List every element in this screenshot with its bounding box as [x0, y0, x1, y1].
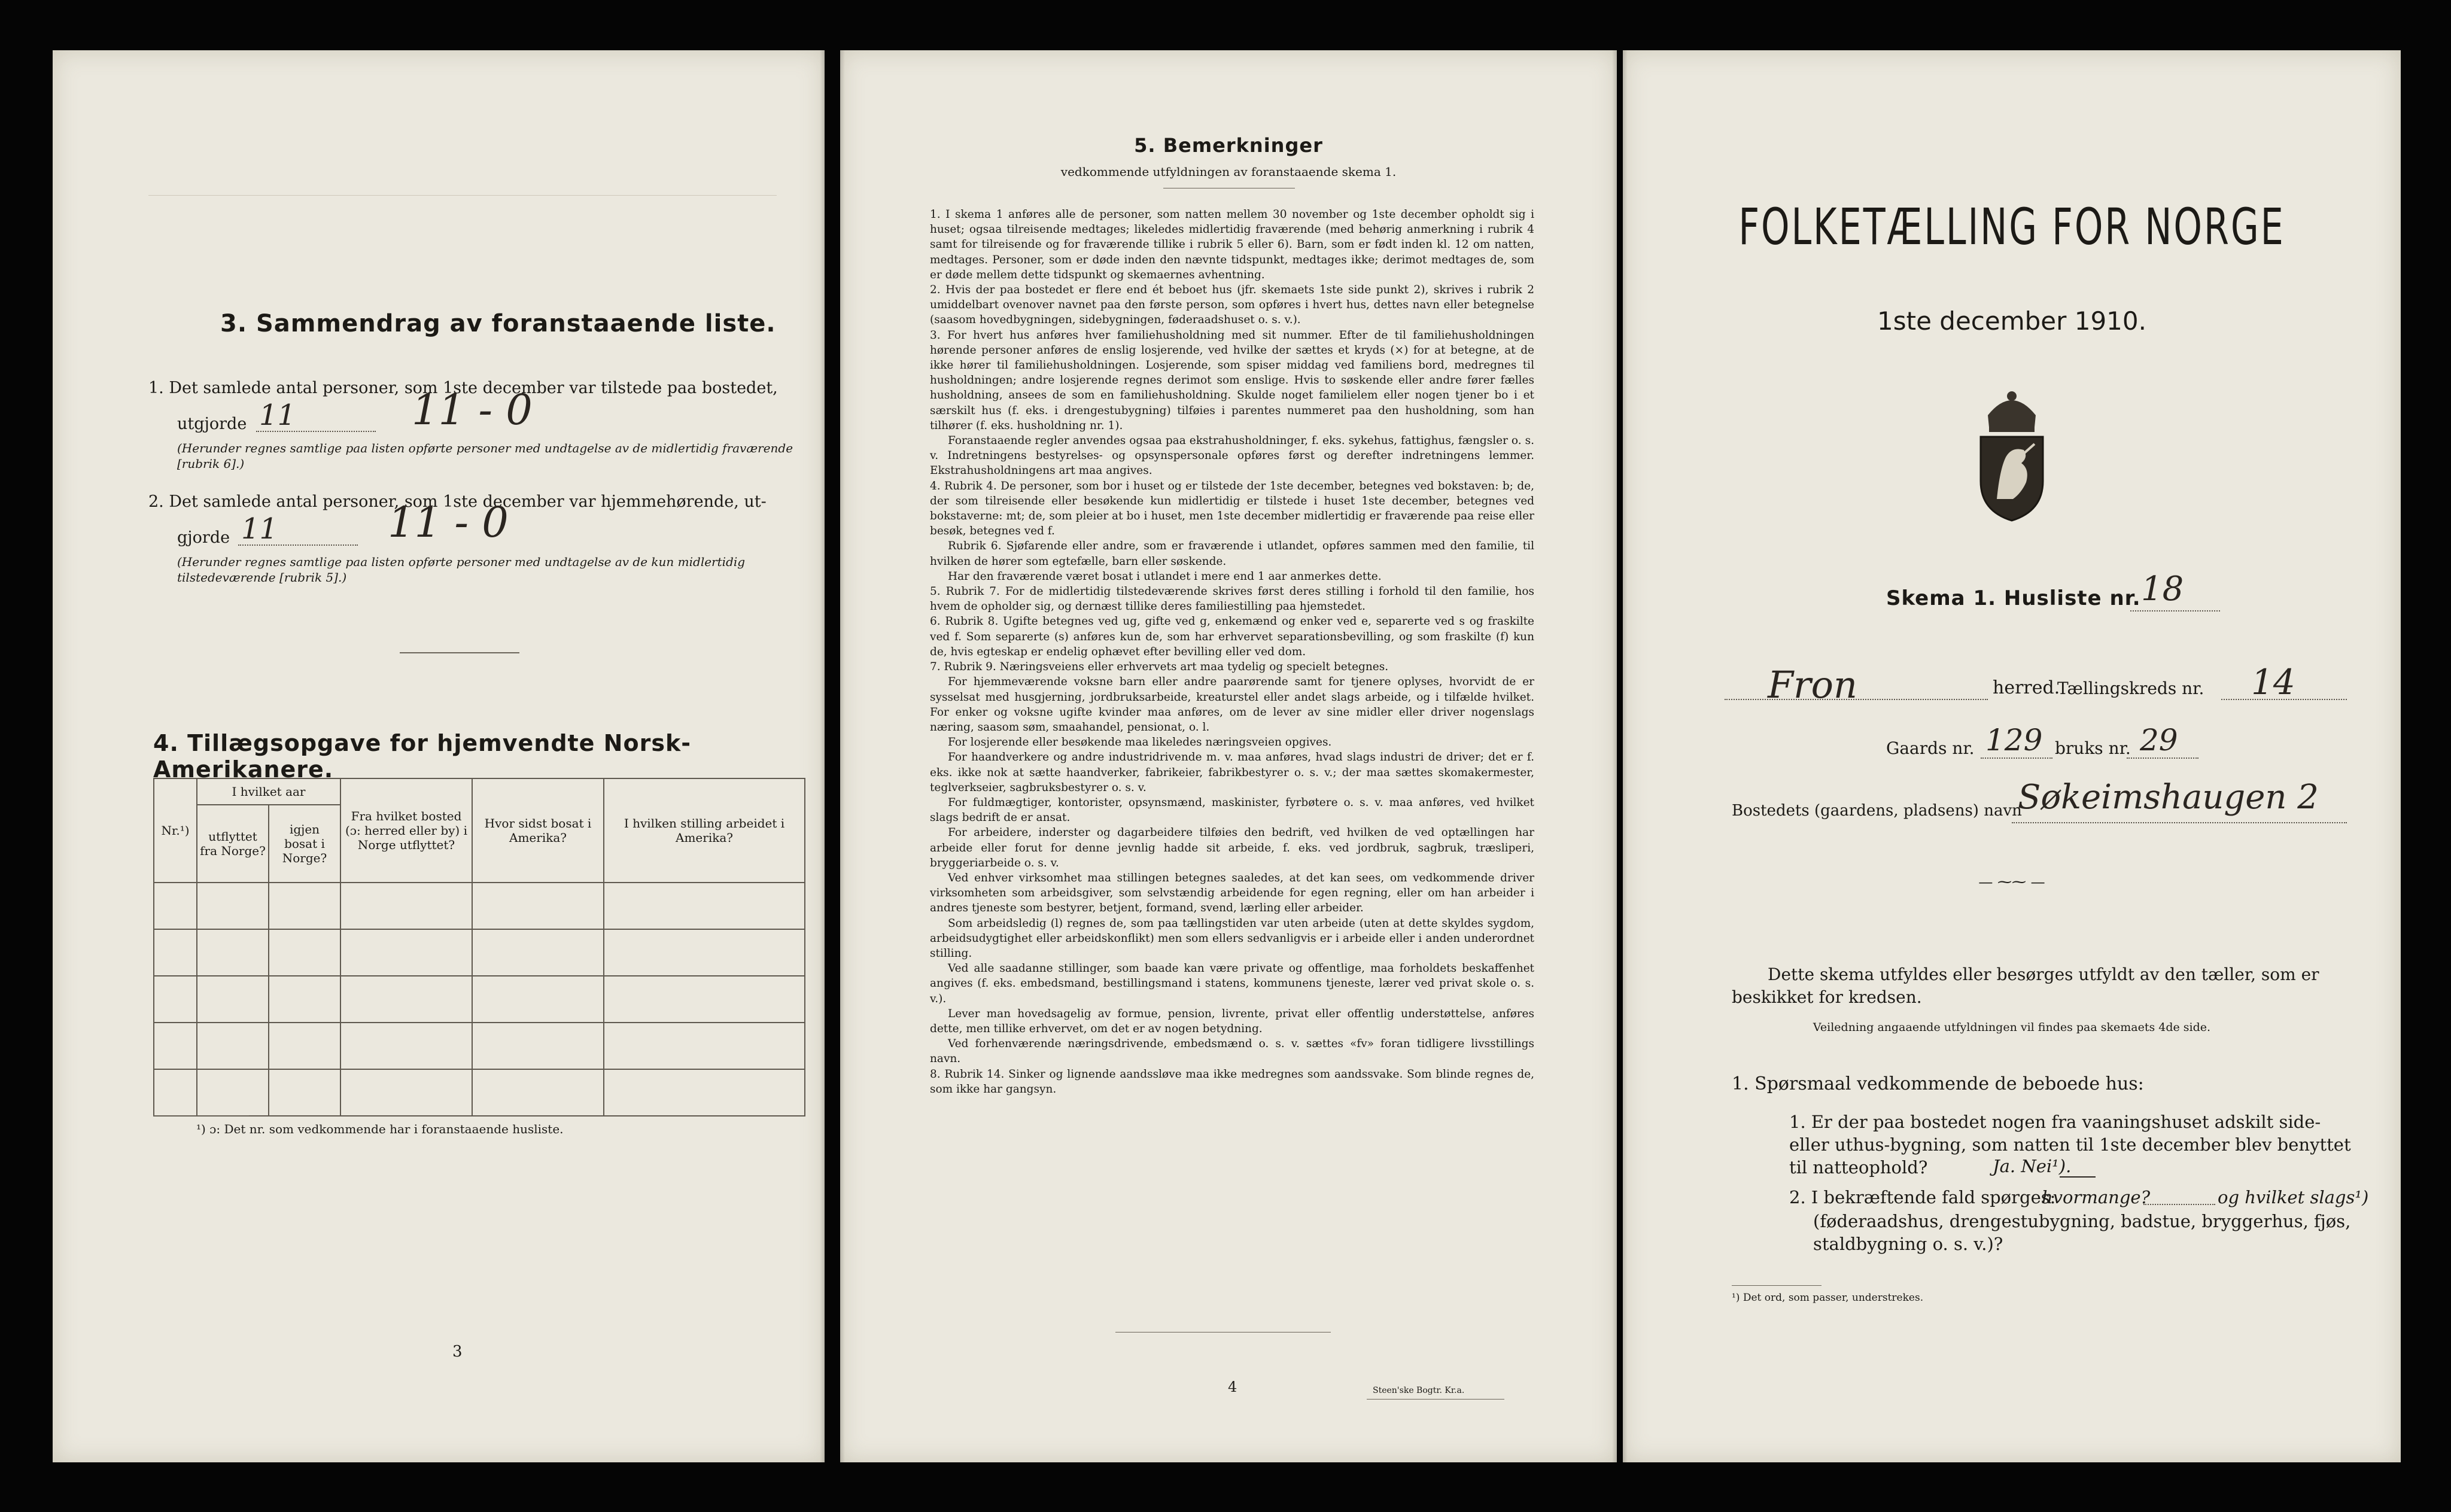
remarks-subtitle: vedkommende utfyldningen av foranstaaende skema 1.: [1060, 165, 1397, 179]
norsk-amerikanere-table: [153, 778, 805, 1116]
q2-italic-b: og hvilket slags¹): [2218, 1187, 2369, 1207]
col-fra-header: Fra hvilket bosted (ɔ: herred eller by) i Norge utflyttet?: [340, 778, 472, 883]
bruks-label: bruks nr.: [2055, 738, 2131, 758]
herred-label: herred.: [1993, 677, 2060, 698]
remark-4c: Har den fraværende været bosat i utlandet i mere end 1 aar anmerkes dette.: [948, 570, 1382, 583]
table-row: [154, 929, 805, 976]
form-title: FOLKETÆLLING FOR NORGE: [1738, 197, 2285, 256]
q1-text: 1. Er der paa bostedet nogen fra vaaningshuset adskilt side- eller uthus-bygning, som natten til 1ste december blev benyttet til natteophold?: [1789, 1112, 2351, 1178]
remark-7d: For haandverkere og andre industridrivende m. v. maa anføres, hvad slags industri de driver; det er f. eks. ikke nok at sætte haandverker, fabrikeier, fabrikbestyrer o. s. v.; der maa sættes skomakermester, teglverkseier, sagbruksbestyrer o. s. v.: [930, 751, 1534, 794]
intro-text: Dette skema utfyldes eller besørges utfyldt av den tæller, som er beskikket for kredsen.: [1732, 965, 2319, 1007]
col-nr-header: Nr.¹): [154, 778, 197, 883]
gaards-label: Gaards nr.: [1886, 738, 1975, 758]
remark-7b: For hjemmeværende voksne barn eller andre paarørende samt for tjenere oplyses, hvorvidt de er sysselsat med husgjerning, jordbruksarbeide, kreaturstel eller andet slags arbeide, og i tilfælde hvilket. For enker og voksne ugifte kvinder maa anføres, om de lever av sine midler eller driver nogenslags næring, saasom søm, smaahandel, pensionat, o. l.: [930, 676, 1534, 734]
item1-note: (Herunder regnes samtlige paa listen opførte personer med undtagelse av de midlertidig fraværende [rubrik 6].): [177, 441, 793, 471]
remark-7e: For fuldmægtiger, kontorister, opsynsmænd, maskinister, fyrbøtere o. s. v. maa anføres, ved hvilket slags bedrift de er ansat.: [930, 796, 1534, 825]
q2-text-b: (føderaadshus, drengestubygning, badstue, bryggerhus, fjøs, staldbygning o. s. v.)?: [1813, 1211, 2351, 1254]
remark-2: 2. Hvis der paa bostedet er flere end ét beboet hus (jfr. skemaets 1ste side punkt 2), skrives i rubrik 2 umiddelbart ovenover navnet paa den første person, som opføres i hvert hus, dettes navn eller betegnelse (saasom hovedbygningen, sidebygningen, føderaadshuset o. s. v.).: [930, 284, 1534, 327]
col-utflyttet-header: utflyttet fra Norge?: [197, 805, 269, 883]
remark-1: 1. I skema 1 anføres alle de personer, som natten mellem 30 november og 1ste december opholdt sig i huset; ogsaa tilreisende medtages; likeledes midlertidig fraværende (med behørig anmerkning i rubrik 4 samt for tilreisende og for fraværende tillike i rubrik 5 eller 6). Barn, som er født inden kl. 12 om natten, medtages. Personer, som er døde inden den nævnte tidspunkt, medtages ikke; derimot medtages de, som er døde mellem dette tidspunkt og skemaernes avhentning.: [930, 208, 1534, 281]
remark-8: 8. Rubrik 14. Sinker og lignende aandssløve maa ikke medregnes som aandssvake. Som blinde regnes de, som ikke har gangsyn.: [930, 1067, 1534, 1096]
remark-4b: Rubrik 6. Sjøfarende eller andre, som er fraværende i utlandet, opføres sammen med den familie, til hvilken de hører som egtefælle, barn eller søskende.: [930, 540, 1534, 568]
table-row: [154, 1069, 805, 1116]
page-number-3: 3: [452, 1343, 463, 1361]
husliste-nr: 18: [2141, 570, 2184, 609]
remark-7f: For arbeidere, inderster og dagarbeidere tilføies den bedrift, ved hvilken de ved optællingen har arbeide eller forut for denne jevnlig hadde sit arbeide, f. eks. ved jordbruk, sagbruk, træsliperi, bryggeriarbeide o. s. v.: [930, 826, 1534, 869]
q2-text-a: 2. I bekræftende fald spørges:: [1789, 1187, 2056, 1207]
remark-7h: Som arbeidsledig (l) regnes de, som paa tællingstiden var uten arbeide (uten at dette skyldes sygdom, arbeidsudygtighet eller arbeidskonflikt) men som ellers sedvanligvis er i arbeide eller i anden underordnet stilling.: [930, 917, 1534, 960]
remark-7: 7. Rubrik 9. Næringsveiens eller erhvervets art maa tydelig og specielt betegnes.: [930, 661, 1389, 674]
item2-note: (Herunder regnes samtlige paa listen opførte personer med undtagelse av de kun midlertidig tilstedeværende [rubrik 5].): [177, 555, 746, 585]
ornament-divider: — ⁓⁓ —: [1978, 874, 2045, 890]
remarks-title: 5. Bemerkninger: [1134, 134, 1323, 157]
section4-title: 4. Tillægsopgave for hjemvendte Norsk-Amerikanere.: [153, 730, 691, 783]
remark-7k: Ved forhenværende næringsdrivende, embedsmænd o. s. v. sættes «fv» foran tidligere livsstillings navn.: [930, 1038, 1534, 1066]
col-hvor-header: Hvor sidst bosat i Amerika?: [472, 778, 604, 883]
intro-note: Veiledning angaaende utfyldningen vil findes paa skemaets 4de side.: [1813, 1021, 2211, 1034]
kreds-label: Tællingskreds nr.: [2057, 679, 2204, 698]
table-row: [154, 976, 805, 1023]
coat-of-arms-icon: [1964, 379, 2060, 523]
gaards-nr: 129: [1985, 723, 2043, 757]
page-middle: [840, 50, 1617, 1462]
remark-3b: Foranstaaende regler anvendes ogsaa paa ekstrahusholdninger, f. eks. sykehus, fattighus, fængsler o. s. v. Indretningens bestyrelses- og opsynspersonale opføres først og derefter indretningens lemmer. Ekstrahusholdningens art maa angives.: [930, 434, 1534, 477]
section4-footnote: ¹) ɔ: Det nr. som vedkommende har i foranstaaende husliste.: [196, 1122, 564, 1136]
remark-7g: Ved enhver virksomhet maa stillingen betegnes saaledes, at det kan sees, om vedkommende driver virksomheten som arbeidsgiver, som selvstændig arbeidende for egen regning, eller om han arbeider i andres tjeneste som bestyrer, betjent, formand, svend, lærling eller arbeider.: [930, 871, 1534, 915]
table-row: [154, 1023, 805, 1069]
remark-5: 5. Rubrik 7. For de midlertidig tilstedeværende skrives først deres stilling i forhold til den familie, hos hvem de opholder sig, og dernæst tillike deres familiestilling paa hjemstedet.: [930, 585, 1534, 613]
item1-label: utgjorde: [177, 415, 247, 433]
q1-title: 1. Spørsmaal vedkommende de beboede hus:: [1732, 1073, 2144, 1094]
remark-7i: Ved alle saadanne stillinger, som baade kan være private og offentlige, maa forholdets beskaffenhet angives (f. eks. embedsmand, bestillingsmand i statens, kommunens tjeneste, lærer ved privat skole o. s. v.).: [930, 962, 1534, 1005]
page-right: [1623, 50, 2401, 1462]
col-group-header: I hvilket aar: [197, 778, 340, 805]
bosted-label: Bostedets (gaardens, pladsens) navn: [1732, 802, 2022, 820]
skema-label: Skema 1. Husliste nr.: [1886, 586, 2141, 610]
col-igjen-header: igjen bosat i Norge?: [269, 805, 340, 883]
table-row: [154, 883, 805, 929]
remark-4: 4. Rubrik 4. De personer, som bor i huset og er tilstede der 1ste december, betegnes ved bokstaven: b; de, der som tilreisende eller besøkende kun midlertidig er tilstede i huset 1ste december, betegnes ved bokstaverne: mt; de, som pleier at bo i huset, men 1ste december midlertidig er fraværende paa reise eller besøk, betegnes ved f.: [930, 479, 1534, 538]
remark-3: 3. For hvert hus anføres hver familiehusholdning med sit nummer. Efter de til familiehusholdningen hørende personer anføres de enslig losjerende, ved hvilke der sættes et kryds (×) for at betegne, at de ikke hører til familiehusholdningen. Losjerende, som spiser middag ved familiens bord, medregnes til husholdningen; andre losjerende regnes derimot som enslige. Hvis to søskende eller andre fører fælles husholdning, ansees de som en familiehusholdning. Skulde noget familielem eller nogen tjener bo i et særskilt hus (f. eks. i drengestubygning) tilføies i parentes nummeret paa den husholdning, som han tilhører (f. eks. husholdning nr. 1).: [930, 328, 1534, 432]
right-footnote: ¹) Det ord, som passer, understrekes.: [1732, 1292, 1924, 1304]
item1-text: 1. Det samlede antal personer, som 1ste december var tilstede paa bostedet,: [148, 379, 778, 397]
remark-7c: For losjerende eller besøkende maa likeledes næringsveien opgives.: [948, 736, 1332, 749]
page-number-4: 4: [1228, 1379, 1237, 1395]
item1-hand-total: 11 - 0: [412, 385, 533, 434]
kreds-nr: 14: [2251, 662, 2295, 702]
item1-hand-count: 11: [259, 398, 296, 432]
section3-title: 3. Sammendrag av foranstaaende liste.: [220, 310, 776, 337]
bosted-name: Søkeimshaugen 2: [2018, 778, 2319, 817]
remark-6: 6. Rubrik 8. Ugifte betegnes ved ug, gifte ved g, enkemænd og enker ved e, separerte ved s og fraskilte ved f. Som separerte (s) anføres kun de, som har erhvervet separationsbevilling, og som fraskilte (f) kun de, hvis egteskap er endelig ophævet efter bevilling eller ved dom.: [930, 615, 1534, 658]
item2-hand-count: 11: [241, 512, 278, 546]
item2-text: 2. Det samlede antal personer, som 1ste december var hjemmehørende, ut-: [148, 492, 767, 511]
page-left: [53, 50, 825, 1462]
item2-hand-total: 11 - 0: [388, 498, 509, 547]
col-stilling-header: I hvilken stilling arbeidet i Amerika?: [604, 778, 805, 883]
bruks-nr: 29: [2140, 723, 2178, 757]
remark-7j: Lever man hovedsagelig av formue, pension, livrente, privat eller offentlig understøttelse, anføres dette, men tillike erhvervet, om det er av nogen betydning.: [930, 1007, 1534, 1035]
remarks-body: [930, 207, 1534, 1097]
item2-label: gjorde: [177, 528, 230, 547]
printer-mark: Steen'ske Bogtr. Kr.a.: [1373, 1386, 1465, 1395]
q1-answer: Ja. Nei¹).: [1993, 1156, 2072, 1176]
herred-name: Fron: [1768, 663, 1857, 707]
form-date: 1ste december 1910.: [1877, 306, 2146, 336]
q2-italic-a: hvormange?: [2042, 1187, 2151, 1207]
